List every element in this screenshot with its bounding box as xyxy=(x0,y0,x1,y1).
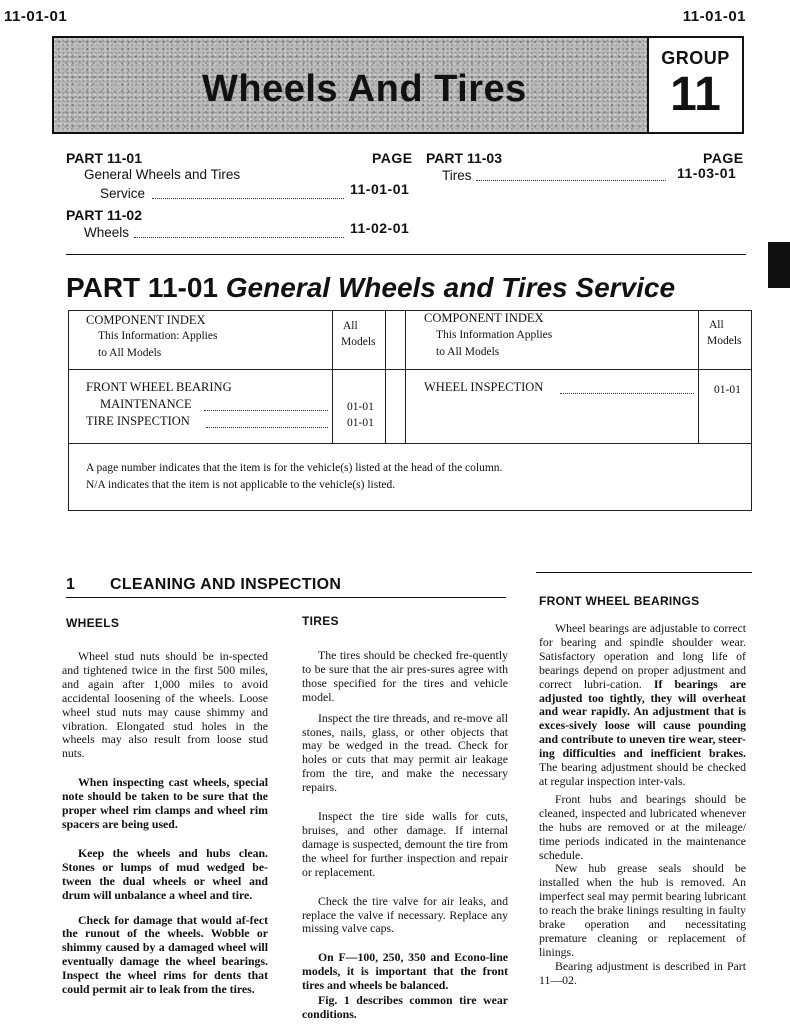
toc-part3-label[interactable]: PART 11-03 xyxy=(426,150,502,166)
part-title xyxy=(66,272,675,304)
ci-note-2: N/A indicates that the item is not applicable to the vehicle(s) listed. xyxy=(86,479,396,491)
toc-part3-line1: Tires xyxy=(442,168,472,183)
ci-right-sub2: to All Models xyxy=(436,346,500,358)
bearings-p4: Bearing adjustment is described in Part 11—02. xyxy=(539,958,746,987)
toc-part1-page[interactable]: 11-01-01 xyxy=(350,181,410,197)
banner-title: Wheels And Tires xyxy=(202,68,527,110)
group-box xyxy=(647,38,742,132)
banner-texture xyxy=(54,38,649,132)
toc-leader-dots xyxy=(152,186,344,199)
ci-leader-dots xyxy=(560,381,694,394)
title-banner xyxy=(52,36,744,134)
ci-right-sub1: This Information Applies xyxy=(436,329,553,341)
bearings-heading: FRONT WHEEL BEARINGS xyxy=(539,594,700,608)
section-title: CLEANING AND INSPECTION xyxy=(110,576,342,593)
bearings-p3: New hub grease seals should be installed when the hub is removed. An imperfect seal may permit bearing lubricant to reach the brake linings resulting in faulty brake operation and necessitating premature cleaning or replacement of linings. xyxy=(539,861,746,959)
tires-p4: Check the tire valve for air leaks, and replace the valve if necessary. Replace any missing valve caps. xyxy=(302,893,508,936)
ci-row-page[interactable]: 01-01 xyxy=(714,384,741,396)
table-divider xyxy=(385,310,386,444)
ci-leader-dots xyxy=(204,398,328,411)
ci-note-1: A page number indicates that the item is for the vehicle(s) listed at the head of the column. xyxy=(86,462,503,474)
ci-row-tire-inspection[interactable]: TIRE INSPECTION xyxy=(86,414,190,428)
ci-row-page[interactable]: 01-01 xyxy=(347,401,374,413)
section-number: 1 xyxy=(66,576,76,593)
toc-part2-label[interactable]: PART 11-02 xyxy=(66,207,142,223)
ci-row-page[interactable]: 01-01 xyxy=(347,417,374,429)
ci-row-front-wheel-bearing[interactable]: FRONT WHEEL BEARING xyxy=(86,380,232,394)
section-tab-marker xyxy=(768,242,790,288)
tires-heading: TIRES xyxy=(302,614,339,628)
tires-p5: On F—100, 250, 350 and Econo-line models, it is important that the front tires and wheels be balanced. xyxy=(302,950,508,993)
group-number: 11 xyxy=(670,68,721,121)
tires-p6: Fig. 1 describes common tire wear conditions. xyxy=(302,993,508,1021)
toc-page-heading-left: PAGE xyxy=(372,150,413,166)
bearings-p2: Front hubs and bearings should be cleaned, inspected and lubricated whenever the hubs are removed or at the mileage/ time periods indicated in the maintenance schedule. xyxy=(539,791,746,862)
toc-part1-line2: Service xyxy=(100,186,146,201)
page-number-left: 11-01-01 xyxy=(4,8,68,25)
component-index-notes xyxy=(68,444,752,511)
wheels-heading: WHEELS xyxy=(66,616,120,630)
group-label: GROUP xyxy=(661,48,730,68)
ci-left-col-head2: Models xyxy=(341,336,376,348)
tires-p1: The tires should be checked fre-quently to be sure that the air pres-sures agree with those specified for the tires and vehicle model. xyxy=(302,648,508,704)
bearings-p1a: Wheel bearings are adjustable to correct for bearing and spindle shoulder wear. Satisfactory operation and long life of bearings depend on proper adjustment and correct lubri-cation. xyxy=(539,621,746,691)
section-rule xyxy=(536,572,752,573)
ci-right-col-head2: Models xyxy=(707,335,742,347)
wheels-p1: Wheel stud nuts should be in-spected and tightened twice in the first 500 miles, and again after 1,000 miles to avoid accidental loosening of the wheels. Loose wheel stud nuts may cause shimmy and vibration. Elongated stud holes in the wheels may also result from loose stud nuts. xyxy=(62,649,268,761)
table-divider xyxy=(332,310,333,444)
ci-left-sub2: to All Models xyxy=(98,347,162,359)
tires-column xyxy=(302,649,508,1022)
ci-row-maintenance[interactable]: MAINTENANCE xyxy=(100,397,192,411)
bearings-column xyxy=(539,622,746,988)
ci-left-sub1: This Information: Applies xyxy=(98,330,218,342)
wheels-p4: Check for damage that would af-fect the runout of the wheels. Wobble or shimmy caused by a damaged wheel will eventually damage the wheel bearings. Inspect the wheel rims for dents that could permit air to leak from the tires. xyxy=(62,912,268,997)
bearings-p1b: If bearings are adjusted too tightly, they will overheat and wear rapidly. An adjustment that is exces-sively loose will cause pounding and contribute to uneven tire wear, steer-ing difficulties and inefficient brakes. xyxy=(539,676,746,761)
bearings-p1c: The bearing adjustment should be checked at regular inspection inter-vals. xyxy=(539,760,746,788)
wheels-p3: Keep the wheels and hubs clean. Stones or lumps of mud wedged be-tween the dual wheels or wheel and drum will unbalance a wheel and tire. xyxy=(62,845,268,902)
toc-leader-dots xyxy=(476,168,666,181)
ci-leader-dots xyxy=(206,415,328,428)
ci-left-heading: COMPONENT INDEX xyxy=(86,313,206,327)
ci-row-wheel-inspection[interactable]: WHEEL INSPECTION xyxy=(424,380,544,394)
part-title-prefix: PART 11-01 xyxy=(66,272,218,303)
part-title-name: General Wheels and Tires Service xyxy=(225,272,676,303)
ci-left-col-head1: All xyxy=(343,320,358,332)
table-header-rule xyxy=(68,369,752,370)
section-rule xyxy=(66,597,506,598)
table-divider xyxy=(698,310,699,444)
ci-right-heading: COMPONENT INDEX xyxy=(424,311,544,325)
wheels-column xyxy=(62,650,268,997)
wheels-p2: When inspecting cast wheels, special note should be taken to be sure that the proper wheel rim clamps and wheel rim spacers are being used. xyxy=(62,775,268,831)
toc-part2-page[interactable]: 11-02-01 xyxy=(350,220,410,236)
tires-p3: Inspect the tire side walls for cuts, bruises, and other damage. If internal damage is suspected, demount the tire from the wheel for further inspection and repair or replacement. xyxy=(302,809,508,879)
toc-part1-line1: General Wheels and Tires xyxy=(84,167,241,182)
divider-rule xyxy=(66,254,746,255)
toc-part1-label[interactable]: PART 11-01 xyxy=(66,150,142,166)
bearings-p1 xyxy=(539,622,746,789)
tires-p2: Inspect the tire threads, and re-move all stones, nails, glass, or other objects that may be wedged in the tread. Check for holes or cuts that may permit air leakage from the tire, and make the necessary repairs. xyxy=(302,710,508,795)
page-number-right: 11-01-01 xyxy=(682,8,746,25)
table-divider xyxy=(405,310,406,444)
toc-part3-page[interactable]: 11-03-01 xyxy=(677,165,737,181)
ci-right-col-head1: All xyxy=(709,319,724,331)
toc-part2-line1: Wheels xyxy=(84,225,130,240)
toc-leader-dots xyxy=(134,225,344,238)
toc-page-heading-right: PAGE xyxy=(703,150,744,166)
